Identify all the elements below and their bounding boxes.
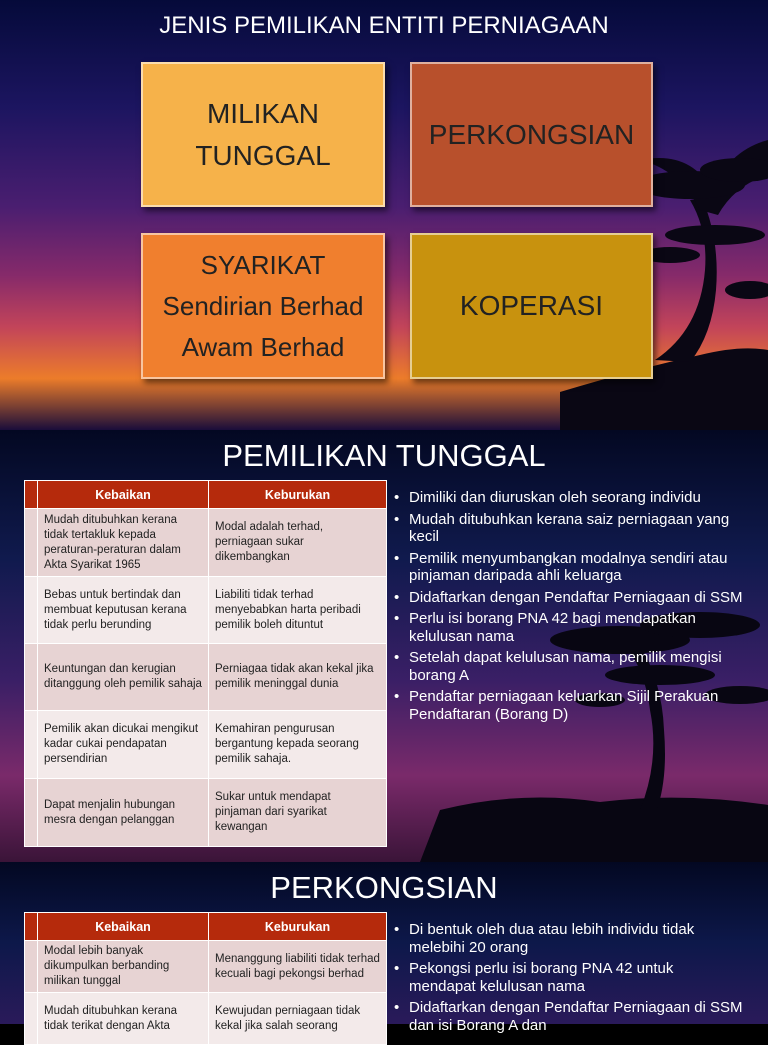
list-item: • Mudah ditubuhkan kerana saiz perniagaan yang kecil	[394, 511, 744, 546]
ciri-bullet-list	[394, 489, 744, 727]
table-row	[25, 779, 387, 847]
list-item: • Perlu isi borang PNA 42 bagi mendapatkan kelulusan nama	[394, 610, 744, 645]
slide-pemilikan-tunggal	[0, 430, 768, 862]
kebaikan-cell: Mudah ditubuhkan kerana tidak tertakluk kepada peraturan-peraturan dalam Akta Syarikat 1965	[38, 509, 209, 577]
koperasi-box	[410, 233, 653, 379]
slide-title: PERKONGSIAN	[270, 870, 498, 905]
table-row	[25, 577, 387, 644]
milikan-tunggal-box	[141, 62, 385, 207]
table-gutter-header	[25, 913, 38, 941]
syarikat-line3: Awam Berhad	[181, 331, 345, 362]
keburukan-cell: Kemahiran pengurusan bergantung kepada seorang pemilik sahaja.	[209, 711, 387, 779]
keburukan-header: Keburukan	[209, 913, 387, 941]
list-item: • Setelah dapat kelulusan nama, pemilik mengisi borang A	[394, 649, 744, 684]
keburukan-cell: Sukar untuk mendapat pinjaman dari syarikat kewangan	[209, 779, 387, 847]
kebaikan-cell: Dapat menjalin hubungan mesra dengan pelanggan	[38, 779, 209, 847]
keburukan-cell: Liabiliti tidak terhad menyebabkan harta peribadi pemilik boleh dituntut	[209, 577, 387, 644]
perkongsian-label: PERKONGSIAN	[428, 118, 635, 150]
kebaikan-header: Kebaikan	[38, 481, 209, 509]
kebaikan-cell: Bebas untuk bertindak dan membuat keputusan kerana tidak perlu berunding	[38, 577, 209, 644]
kebaikan-header: Kebaikan	[38, 913, 209, 941]
keburukan-cell: Menanggung liabiliti tidak terhad kecuali bagi pekongsi berhad	[209, 941, 387, 993]
kebaikan-cell: Keuntungan dan kerugian ditanggung oleh pemilik sahaja	[38, 644, 209, 711]
table-row	[25, 711, 387, 779]
table-row	[25, 941, 387, 993]
keburukan-cell: Perniagaa tidak akan kekal jika pemilik meninggal dunia	[209, 644, 387, 711]
syarikat-line1: SYARIKAT	[200, 249, 326, 280]
keburukan-header: Keburukan	[209, 481, 387, 509]
slide-jenis-pemilikan	[0, 0, 768, 430]
list-item: • Di bentuk oleh dua atau lebih individu tidak melebihi 20 orang	[394, 921, 744, 956]
perkongsian-box	[410, 62, 653, 207]
syarikat-line2: Sendirian Berhad	[162, 290, 364, 321]
slide-perkongsian	[0, 862, 768, 1034]
table-row	[25, 644, 387, 711]
kebaikan-cell: Pemilik akan dicukai mengikut kadar cukai pendapatan persendirian	[38, 711, 209, 779]
table-row	[25, 993, 387, 1045]
milikan-tunggal-line2: TUNGGAL	[195, 139, 331, 171]
table-gutter-header	[25, 481, 38, 509]
syarikat-box	[141, 233, 385, 379]
koperasi-label: KOPERASI	[459, 290, 604, 321]
kebaikan-keburukan-table	[24, 912, 387, 1045]
keburukan-cell: Kewujudan perniagaan tidak kekal jika salah seorang	[209, 993, 387, 1045]
kebaikan-cell: Mudah ditubuhkan kerana tidak terikat dengan Akta	[38, 993, 209, 1045]
slide-title: PEMILIKAN TUNGGAL	[222, 438, 546, 473]
list-item: • Didaftarkan dengan Pendaftar Perniagaan di SSM dan isi Borang A dan	[394, 999, 744, 1034]
kebaikan-keburukan-table	[24, 480, 387, 847]
list-item: • Pendaftar perniagaan keluarkan Sijil Perakuan Pendaftaran (Borang D)	[394, 688, 744, 723]
kebaikan-cell: Modal lebih banyak dikumpulkan berbanding milikan tunggal	[38, 941, 209, 993]
list-item: • Didaftarkan dengan Pendaftar Perniagaan di SSM	[394, 589, 744, 607]
table-row	[25, 509, 387, 577]
list-item: • Pekongsi perlu isi borang PNA 42 untuk mendapat kelulusan nama	[394, 960, 744, 995]
milikan-tunggal-line1: MILIKAN	[206, 97, 319, 129]
ciri-bullet-list	[394, 921, 744, 1038]
list-item: • Pemilik menyumbangkan modalnya sendiri atau pinjaman daripada ahli keluarga	[394, 550, 744, 585]
slide-title: JENIS PEMILIKAN ENTITI PERNIAGAAN	[159, 12, 609, 39]
keburukan-cell: Modal adalah terhad, perniagaan sukar dikembangkan	[209, 509, 387, 577]
list-item: • Dimiliki dan diuruskan oleh seorang individu	[394, 489, 744, 507]
